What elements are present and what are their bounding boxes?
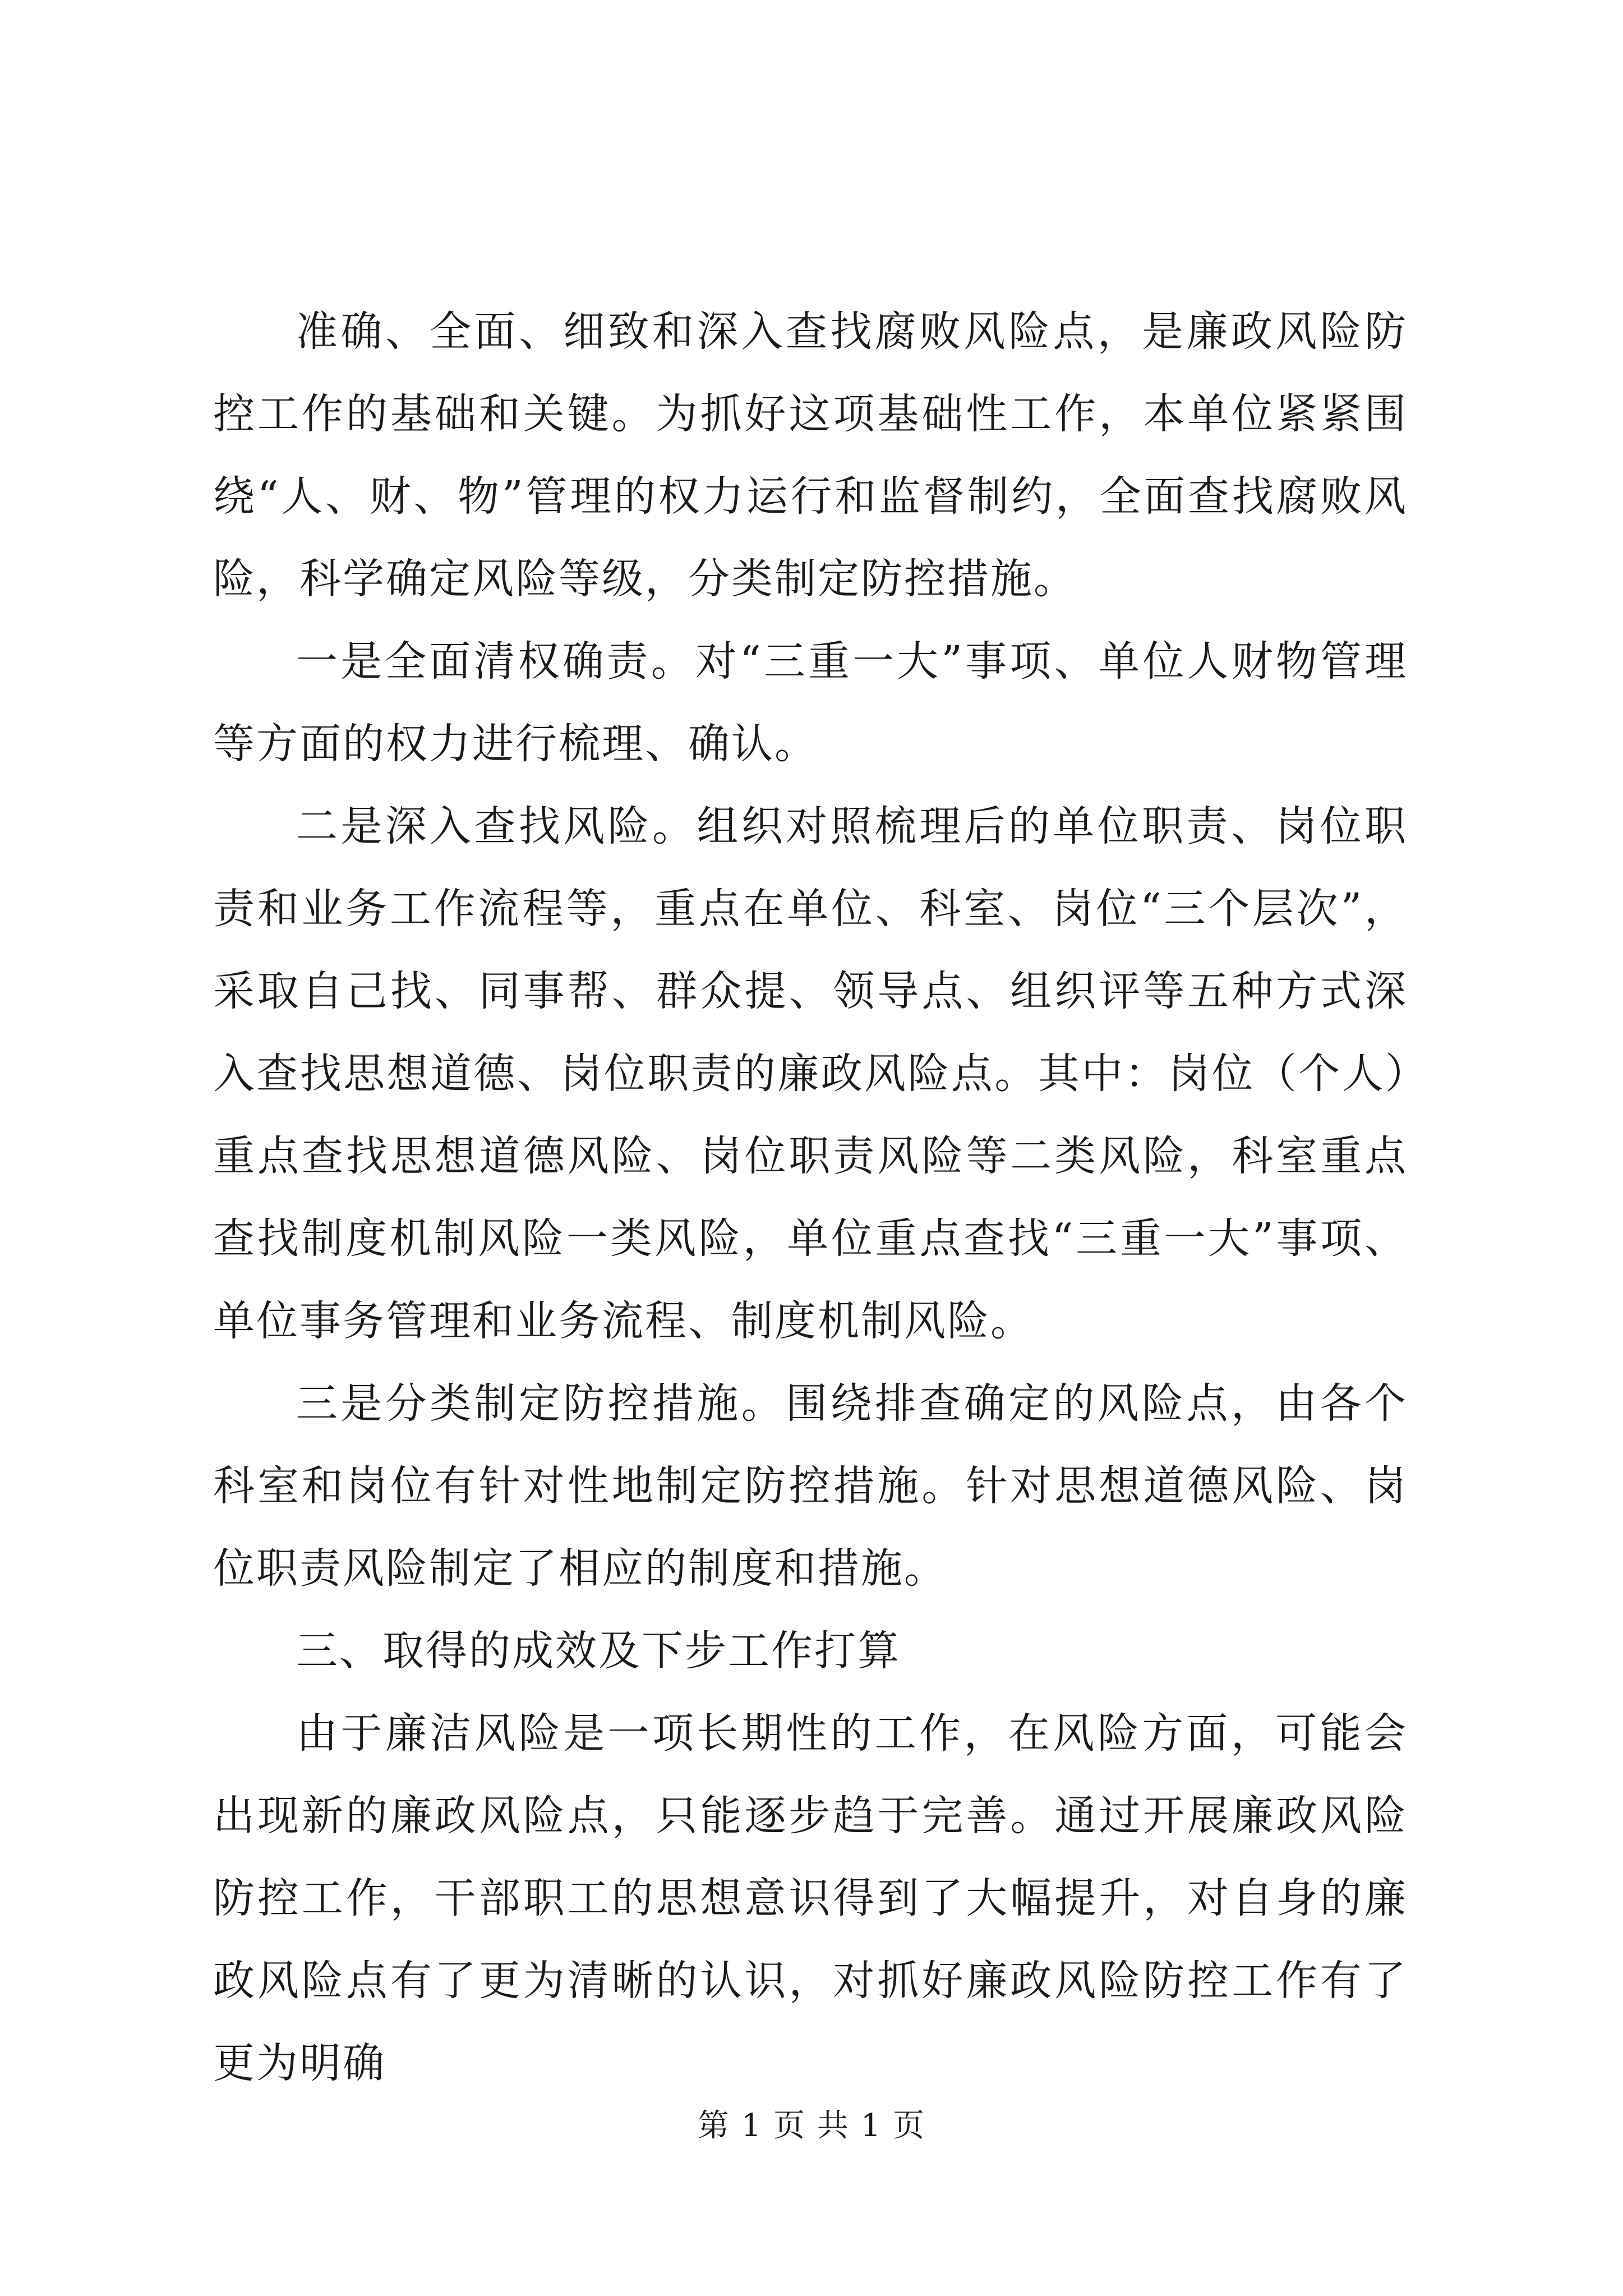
paragraph-results: 由于廉洁风险是一项长期性的工作，在风险方面，可能会出现新的廉政风险点，只能逐步趋于完善。通过开展廉政风险防控工作，干部职工的思想意识得到了大幅提升，对自身的廉政风险点有了更为清晰的认识，对抓好廉政风险防控工作有了更为明确 bbox=[213, 1709, 1408, 2087]
paragraph-intro: 准确、全面、细致和深入查找腐败风险点，是廉政风险防控工作的基础和关键。为抓好这项基础性工作，本单位紧紧围绕“人、财、物”管理的权力运行和监督制约，全面查找腐败风险，科学确定风险等级，分类制定防控措施。 bbox=[213, 307, 1408, 603]
paragraph-point-three: 三是分类制定防控措施。围绕排查确定的风险点，由各个科室和岗位有针对性地制定防控措施。针对思想道德风险、岗位职责风险制定了相应的制度和措施。 bbox=[213, 1379, 1408, 1593]
paragraph-point-two: 二是深入查找风险。组织对照梳理后的单位职责、岗位职责和业务工作流程等，重点在单位、科室、岗位“三个层次”，采取自己找、同事帮、群众提、领导点、组织评等五种方式深入查找思想道德、岗位职责的廉政风险点。其中：岗位（个人）重点查找思想道德风险、岗位职责风险等二类风险，科室重点查找制度机制风险一类风险，单位重点查找“三重一大”事项、单位事务管理和业务流程、制度机制风险。 bbox=[213, 802, 1408, 1345]
page-number-footer: 第 1 页 共 1 页 bbox=[697, 2108, 926, 2144]
document-body bbox=[213, 291, 1408, 2105]
section-heading: 三、取得的成效及下步工作打算 bbox=[296, 1627, 901, 1675]
paragraph-point-one: 一是全面清权确责。对“三重一大”事项、单位人财物管理等方面的权力进行梳理、确认。 bbox=[213, 637, 1408, 768]
